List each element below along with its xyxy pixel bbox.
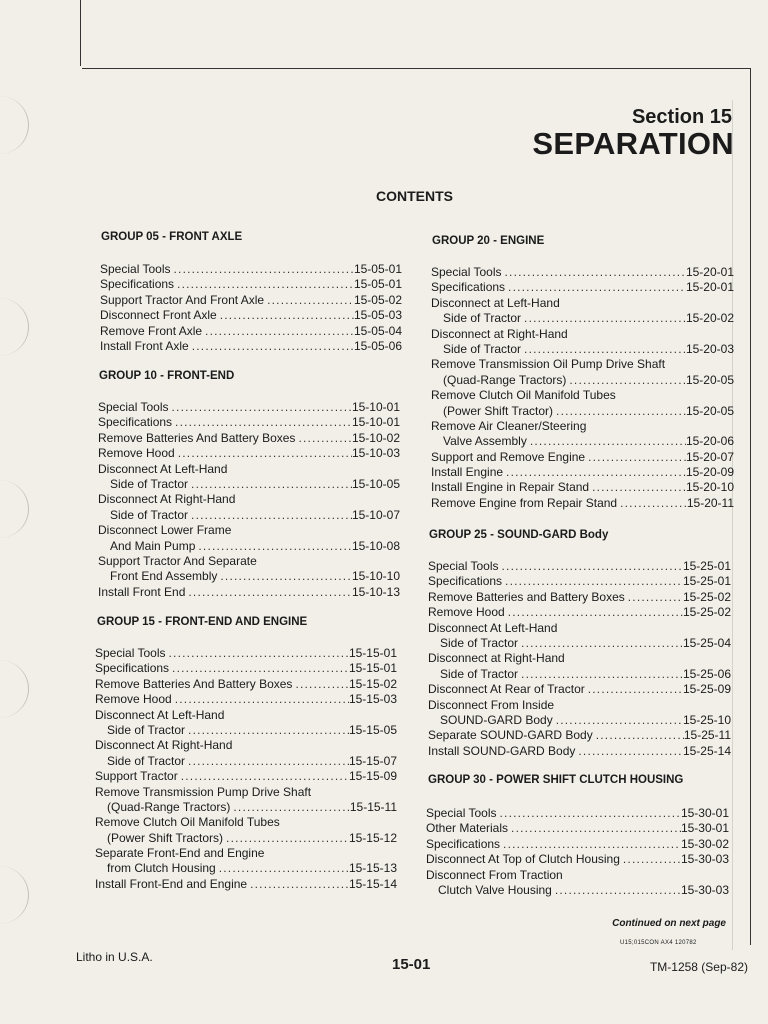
entry-title: Install Front Axle	[100, 338, 189, 353]
dot-leader	[247, 877, 349, 892]
entry-title: Special Tools	[95, 646, 166, 660]
toc-entry	[95, 646, 397, 661]
document-code: U15;015CON AX4 120782	[620, 940, 697, 946]
entry-title: Disconnect From Traction	[426, 867, 563, 882]
entry-title: Specifications	[100, 277, 175, 292]
toc-entry	[100, 324, 402, 339]
toc-entry	[428, 698, 731, 713]
toc-entry	[431, 311, 734, 326]
toc-entry	[431, 434, 734, 449]
toc-entry	[426, 852, 729, 867]
binder-hole	[0, 866, 29, 924]
toc-entry	[431, 480, 734, 495]
entry-page: 15-10-13	[351, 584, 400, 599]
entry-title: (Power Shift Tractor)	[443, 403, 554, 418]
dot-leader	[620, 852, 681, 867]
dot-leader	[217, 569, 352, 584]
entry-title: Specifications	[426, 836, 501, 851]
entry-title: Support Tractor	[95, 769, 178, 784]
dot-leader	[521, 311, 686, 326]
entry-title: Special Tools	[431, 265, 502, 279]
toc-entry	[95, 677, 397, 692]
toc-entry	[95, 769, 397, 784]
entry-page: 15-10-03	[351, 446, 400, 461]
entry-title: Remove Hood	[95, 692, 172, 707]
entry-page: 15-25-09	[682, 682, 731, 697]
toc-entry	[95, 692, 397, 707]
entry-title: (Quad-Range Tractors)	[443, 372, 567, 387]
entry-page: 15-05-04	[353, 323, 402, 338]
entry-page: 15-20-09	[685, 465, 734, 480]
entry-page: 15-20-01	[685, 280, 734, 295]
entry-title: Disconnect At Right-Hand	[95, 738, 233, 753]
toc-entry	[428, 651, 731, 666]
entry-title: Side of Tractor	[107, 753, 186, 768]
toc-list	[95, 646, 397, 892]
entry-page: 15-25-02	[682, 605, 731, 620]
toc-entry	[426, 821, 729, 836]
toc-entry	[428, 559, 731, 574]
entry-title: Remove Air Cleaner/Steering	[431, 418, 587, 433]
toc-entry	[95, 877, 397, 892]
dot-leader	[292, 677, 349, 692]
toc-entry	[95, 738, 397, 753]
entry-title: SOUND-GARD Body	[440, 712, 553, 727]
entry-page: 15-25-11	[683, 728, 731, 743]
dot-leader	[508, 821, 681, 836]
entry-page: 15-20-11	[686, 495, 734, 510]
continued-note: Continued on next page	[612, 918, 726, 929]
entry-page: 15-10-05	[351, 476, 400, 491]
dot-leader	[169, 400, 352, 415]
toc-entry	[98, 431, 400, 446]
toc-entry	[100, 277, 402, 292]
group-title: GROUP 20 - ENGINE	[432, 235, 545, 247]
dot-leader	[505, 280, 686, 295]
dot-leader	[185, 754, 349, 769]
entry-title: Remove Clutch Oil Manifold Tubes	[95, 815, 280, 830]
entry-page: 15-20-02	[685, 311, 734, 326]
dot-leader	[188, 508, 352, 523]
dot-leader	[175, 446, 352, 461]
entry-page: 15-15-14	[348, 876, 397, 891]
entry-page: 15-15-13	[348, 861, 397, 876]
toc-entry	[100, 339, 402, 354]
entry-page: 15-10-08	[351, 538, 400, 553]
group-title: GROUP 10 - FRONT-END	[99, 370, 235, 382]
dot-leader	[500, 837, 681, 852]
group-title: GROUP 05 - FRONT AXLE	[101, 231, 243, 243]
dot-leader	[169, 661, 349, 676]
dot-leader	[178, 769, 349, 784]
binder-hole	[0, 480, 29, 538]
toc-entry	[100, 293, 402, 308]
entry-page: 15-30-03	[680, 852, 729, 867]
entry-page: 15-20-01	[685, 265, 734, 279]
entry-page: 15-25-10	[682, 712, 731, 727]
toc-entry	[98, 446, 400, 461]
entry-title: from Clutch Housing	[107, 861, 216, 876]
dot-leader	[552, 883, 681, 898]
dot-leader	[188, 477, 352, 492]
toc-entry	[100, 262, 402, 277]
toc-entry	[431, 373, 734, 388]
entry-page: 15-25-01	[682, 559, 731, 573]
entry-title: Install Front End	[98, 584, 186, 599]
toc-entry	[95, 754, 397, 769]
dot-leader	[499, 559, 683, 574]
entry-title: Support Tractor And Separate	[98, 553, 257, 568]
dot-leader	[216, 861, 349, 876]
entry-title: Disconnect From Inside	[428, 697, 555, 712]
dot-leader	[589, 480, 686, 495]
entry-title: Remove Batteries and Battery Boxes	[428, 589, 625, 604]
page-number: 15-01	[392, 956, 431, 973]
entry-title: Special Tools	[100, 262, 171, 276]
entry-title: Separate SOUND-GARD Body	[428, 728, 593, 743]
toc-entry	[95, 800, 397, 815]
entry-title: Clutch Valve Housing	[438, 882, 552, 897]
toc-entry	[100, 308, 402, 323]
entry-title: Remove Hood	[428, 605, 505, 620]
dot-leader	[527, 434, 686, 449]
entry-page: 15-25-01	[682, 574, 731, 589]
entry-title: Specifications	[98, 415, 173, 430]
toc-list	[431, 265, 734, 511]
section-number: Section 15	[631, 106, 732, 128]
entry-page: 15-10-07	[351, 507, 400, 522]
toc-list	[100, 262, 402, 354]
entry-title: Special Tools	[428, 559, 499, 573]
entry-title: Disconnect At Right-Hand	[98, 492, 236, 507]
dot-leader	[174, 277, 354, 292]
entry-title: Specifications	[428, 574, 503, 589]
entry-title: Install Engine	[431, 465, 504, 480]
entry-title: Specifications	[95, 661, 170, 676]
entry-page: 15-05-06	[353, 338, 402, 353]
entry-title: (Power Shift Tractors)	[107, 830, 224, 845]
entry-title: Side of Tractor	[110, 476, 189, 491]
dot-leader	[295, 431, 352, 446]
dot-leader	[566, 373, 686, 388]
toc-entry	[431, 465, 734, 480]
dot-leader	[625, 590, 683, 605]
dot-leader	[171, 262, 354, 277]
entry-title: Specifications	[431, 280, 506, 295]
toc-entry	[428, 713, 731, 728]
entry-page: 15-15-12	[348, 830, 397, 845]
manual-number: TM-1258 (Sep-82)	[649, 960, 748, 974]
entry-page: 15-25-02	[682, 589, 731, 604]
entry-title: Disconnect At Left-Hand	[98, 461, 228, 476]
toc-entry	[95, 831, 397, 846]
group-title: GROUP 25 - SOUND-GARD Body	[429, 529, 609, 541]
entry-title: Valve Assembly	[443, 434, 527, 449]
entry-title: Side of Tractor	[440, 666, 519, 681]
toc-entry	[428, 636, 731, 651]
binder-hole	[0, 96, 29, 154]
toc-entry	[95, 861, 397, 876]
page-crease	[732, 100, 733, 950]
dot-leader	[518, 667, 683, 682]
entry-title: Disconnect At Left-Hand	[428, 620, 558, 635]
entry-title: Disconnect At Top of Clutch Housing	[426, 852, 620, 867]
entry-page: 15-05-01	[353, 277, 402, 292]
entry-page: 15-20-07	[685, 449, 734, 464]
toc-entry	[98, 539, 400, 554]
entry-title: Special Tools	[426, 806, 497, 820]
contents-heading: CONTENTS	[376, 188, 453, 204]
entry-title: Remove Transmission Oil Pump Drive Shaft	[431, 357, 666, 372]
toc-entry	[431, 296, 734, 311]
toc-entry	[428, 621, 731, 636]
dot-leader	[185, 723, 349, 738]
entry-page: 15-15-05	[348, 722, 397, 737]
entry-page: 15-20-05	[685, 403, 734, 418]
entry-page: 15-20-10	[685, 480, 734, 495]
entry-title: Install SOUND-GARD Body	[428, 743, 576, 758]
entry-page: 15-25-06	[682, 666, 731, 681]
toc-entry	[98, 492, 400, 507]
toc-entry	[431, 404, 734, 419]
dot-leader	[185, 585, 352, 600]
dot-leader	[518, 636, 683, 651]
dot-leader	[172, 415, 352, 430]
entry-title: Other Materials	[426, 821, 509, 836]
entry-page: 15-15-01	[348, 646, 397, 660]
toc-entry	[431, 265, 734, 280]
toc-entry	[428, 744, 731, 759]
entry-title: Front End Assembly	[110, 569, 218, 584]
entry-title: Side of Tractor	[107, 722, 186, 737]
entry-page: 15-30-01	[680, 806, 729, 820]
entry-page: 15-15-11	[349, 799, 397, 814]
dot-leader	[230, 800, 349, 815]
entry-title: Remove Transmission Pump Drive Shaft	[95, 784, 312, 799]
dot-leader	[593, 728, 684, 743]
entry-title: Disconnect at Right-Hand	[431, 326, 568, 341]
entry-title: Support Tractor And Front Axle	[100, 292, 265, 307]
toc-entry	[428, 682, 731, 697]
entry-title: Disconnect at Left-Hand	[431, 295, 560, 310]
toc-entry	[431, 388, 734, 403]
dot-leader	[553, 404, 686, 419]
group-title: GROUP 30 - POWER SHIFT CLUTCH HOUSING	[428, 774, 684, 786]
dot-leader	[575, 744, 683, 759]
entry-page: 15-30-02	[680, 836, 729, 851]
entry-title: (Quad-Range Tractors)	[107, 799, 231, 814]
dot-leader	[505, 605, 683, 620]
dot-leader	[195, 539, 352, 554]
entry-title: Disconnect Lower Frame	[98, 523, 232, 538]
entry-title: Install Front-End and Engine	[95, 876, 248, 891]
dot-leader	[521, 342, 686, 357]
toc-entry	[98, 554, 400, 569]
toc-entry	[98, 569, 400, 584]
toc-list	[428, 559, 731, 759]
entry-page: 15-15-03	[348, 692, 397, 707]
toc-entry	[426, 868, 729, 883]
entry-title: Remove Hood	[98, 446, 175, 461]
toc-entry	[98, 415, 400, 430]
entry-title: Side of Tractor	[110, 507, 189, 522]
entry-title: Side of Tractor	[443, 311, 522, 326]
page-edge-line	[80, 0, 81, 66]
entry-title: Side of Tractor	[443, 341, 522, 356]
dot-leader	[202, 324, 354, 339]
dot-leader	[217, 308, 354, 323]
toc-entry	[431, 280, 734, 295]
entry-page: 15-25-14	[682, 743, 731, 758]
dot-leader	[166, 646, 349, 661]
entry-page: 15-05-01	[353, 262, 402, 276]
entry-title: Remove Batteries And Battery Boxes	[95, 676, 293, 691]
toc-entry	[98, 523, 400, 538]
entry-title: Disconnect Front Axle	[100, 308, 217, 323]
entry-title: Side of Tractor	[440, 635, 519, 650]
toc-entry	[428, 667, 731, 682]
entry-page: 15-10-02	[351, 430, 400, 445]
binder-hole	[0, 660, 29, 718]
toc-entry	[95, 815, 397, 830]
dot-leader	[553, 713, 683, 728]
entry-title: And Main Pump	[110, 538, 196, 553]
entry-page: 15-10-10	[351, 569, 400, 584]
dot-leader	[502, 574, 683, 589]
group-title: GROUP 15 - FRONT-END AND ENGINE	[97, 616, 308, 628]
binder-hole	[0, 298, 29, 356]
toc-entry	[98, 508, 400, 523]
entry-title: Remove Clutch Oil Manifold Tubes	[431, 388, 616, 403]
entry-page: 15-30-01	[680, 821, 729, 836]
entry-title: Disconnect At Left-Hand	[95, 707, 225, 722]
toc-entry	[431, 419, 734, 434]
entry-page: 15-15-01	[348, 661, 397, 676]
entry-title: Remove Engine from Repair Stand	[431, 495, 618, 510]
toc-entry	[428, 605, 731, 620]
dot-leader	[617, 496, 687, 511]
entry-page: 15-10-01	[351, 400, 400, 414]
toc-entry	[98, 400, 400, 415]
toc-entry	[431, 496, 734, 511]
toc-entry	[426, 883, 729, 898]
entry-page: 15-20-05	[685, 372, 734, 387]
toc-list	[426, 806, 729, 898]
dot-leader	[585, 450, 686, 465]
footer-litho: Litho in U.S.A.	[76, 950, 153, 964]
entry-title: Disconnect at Right-Hand	[428, 651, 565, 666]
dot-leader	[585, 682, 683, 697]
entry-page: 15-20-06	[685, 434, 734, 449]
dot-leader	[502, 265, 686, 280]
entry-page: 15-25-04	[682, 635, 731, 650]
entry-page: 15-30-03	[680, 882, 729, 897]
entry-title: Install Engine in Repair Stand	[431, 480, 590, 495]
section-title: SEPARATION	[532, 126, 734, 161]
entry-title: Support and Remove Engine	[431, 449, 586, 464]
toc-entry	[428, 574, 731, 589]
toc-entry	[431, 342, 734, 357]
dot-leader	[223, 831, 349, 846]
toc-entry	[95, 846, 397, 861]
toc-entry	[95, 723, 397, 738]
toc-list	[98, 400, 400, 600]
entry-page: 15-05-03	[353, 308, 402, 323]
toc-entry	[98, 585, 400, 600]
entry-page: 15-05-02	[353, 292, 402, 307]
toc-entry	[431, 450, 734, 465]
dot-leader	[189, 339, 354, 354]
entry-page: 15-10-01	[351, 415, 400, 430]
entry-title: Remove Batteries And Battery Boxes	[98, 430, 296, 445]
toc-entry	[431, 327, 734, 342]
toc-entry	[426, 837, 729, 852]
dot-leader	[264, 293, 354, 308]
toc-entry	[426, 806, 729, 821]
entry-page: 15-15-07	[348, 753, 397, 768]
toc-entry	[95, 785, 397, 800]
dot-leader	[172, 692, 349, 707]
entry-title: Special Tools	[98, 400, 169, 414]
entry-title: Remove Front Axle	[100, 323, 203, 338]
toc-entry	[428, 590, 731, 605]
entry-title: Separate Front-End and Engine	[95, 846, 265, 861]
toc-entry	[98, 477, 400, 492]
dot-leader	[503, 465, 686, 480]
entry-page: 15-15-02	[348, 676, 397, 691]
entry-page: 15-20-03	[685, 341, 734, 356]
dot-leader	[497, 806, 681, 821]
entry-page: 15-15-09	[348, 769, 397, 784]
toc-entry	[428, 728, 731, 743]
entry-title: Disconnect At Rear of Tractor	[428, 682, 585, 697]
toc-entry	[95, 708, 397, 723]
toc-entry	[431, 357, 734, 372]
toc-entry	[98, 462, 400, 477]
toc-entry	[95, 661, 397, 676]
